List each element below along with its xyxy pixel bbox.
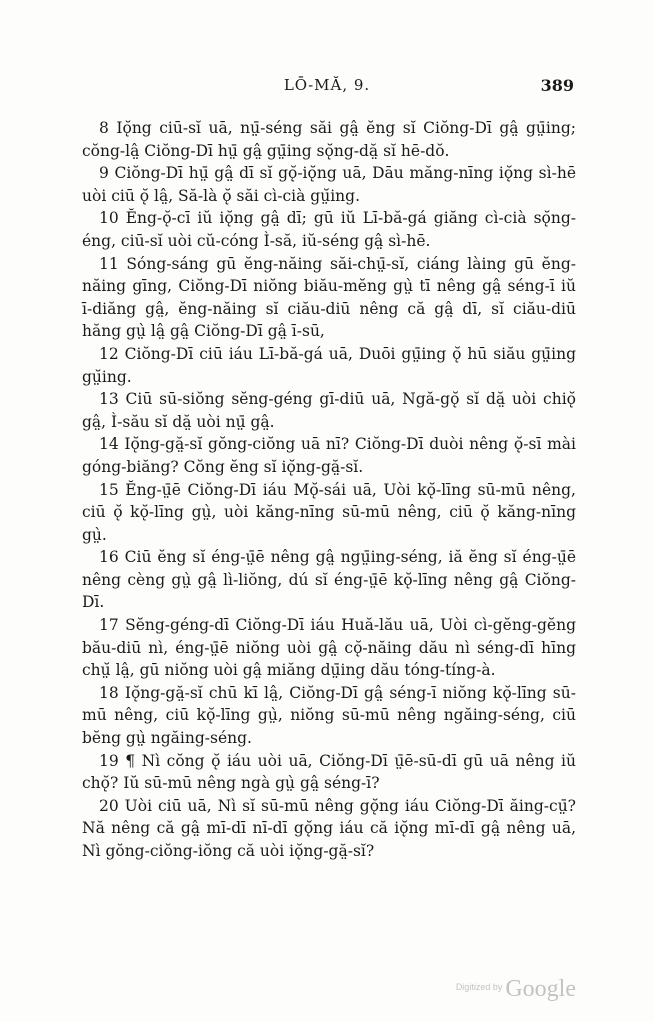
page-header bbox=[80, 76, 574, 100]
verse-19: 19 ¶ Nì cŏng ǫ̆ iáu uòi uā, Ciŏng-Dī ṳ̄ē-sū-dī gū uā nêng iŭ chǫ̆? Iŭ sū-mū nêng ngà gṳ̀ gâ̤ séng-ī? bbox=[82, 751, 576, 793]
verse-17: 17 Sĕng-géng-dī Ciŏng-Dī iáu Huă-lău uā, Uòi cì-gĕng-gĕng bău-diū nì, éng-ṳ̄ē niŏng uòi gâ̤ cǫ̆-năing dău nì séng-dī hīng chṳ̆ lâ̤, gū niŏng uòi gâ̤ miăng dṳ̄ing dău tóng-tíng-à. bbox=[82, 616, 576, 680]
running-title: LŌ-MĂ, 9. bbox=[283, 76, 371, 94]
verse-20: 20 Uòi ciū uā, Nì sĭ sū-mū nêng gǫ̆ng iáu Ciŏng-Dī ăing-cṳ̄? Nă nêng că gâ̤ mī-dī nī-dī gǫ̆ng iáu că iǫ̆ng mī-dī gâ̤ nêng uā, Nì gŏng-ciŏng-iŏng că uòi iǫ̆ng-gă̤-sĭ? bbox=[82, 796, 576, 860]
digitized-watermark bbox=[456, 976, 576, 1010]
verse-11: 11 Sóng-sáng gū ĕng-năing săi-chṳ̄-sĭ, ciáng làing gū ĕng-năing gīng, Ciŏng-Dī niŏng biău-mĕng gṳ̀ tī nêng gâ̤ séng-ī iŭ ī-diăng gâ̤, ĕng-năing sĭ ciău-diū nêng că gâ̤ dī, sĭ ciău-diū hăng gṳ̀ lâ̤ gâ̤ Ciŏng-Dī gâ̤ ī-sū, bbox=[82, 254, 576, 341]
verse-18: 18 Iǫ̆ng-gă̤-sĭ chū kī lâ̤, Ciŏng-Dī gâ̤ séng-ī niŏng kǫ̆-līng sū-mū nêng, ciū kǫ̆-līng gṳ̀, niŏng sū-mū nêng ngăing-séng, ciū bĕng gṳ̀ ngăing-séng. bbox=[82, 683, 576, 748]
verse-14: 14 Iǫ̆ng-gă̤-sĭ gŏng-ciŏng uā nī? Ciŏng-Dī duòi nêng ǫ̆-sī mài góng-biăng? Cŏng ĕng sĭ iǫ̆ng-gă̤-sĭ. bbox=[82, 435, 576, 476]
digitized-by-label: Digitized by bbox=[455, 982, 503, 992]
verse-16: 16 Ciū ĕng sĭ éng-ṳ̄ē nêng gâ̤ ngṳ̄ing-séng, iă ĕng sĭ éng-ṳ̄ē nêng cèng gṳ̀ gâ̤ lì-liŏng, dú sĭ éng-ṳ̄ē kǫ̆-līng nêng gâ̤ Ciŏng-Dī. bbox=[82, 548, 576, 612]
verse-13: 13 Ciū sū-siŏng sĕng-géng gī-diū uā, Ngă-gǫ̆ sĭ dă̤ uòi chiǫ̆ gâ̤, Ì-său sĭ dă̤ uòi nṳ̄ gâ̤. bbox=[82, 390, 576, 431]
verse-10: 10 Ĕng-ǫ̆-cī iŭ iǫ̆ng gâ̤ dī; gū iŭ Lī-bă-gá giăng cì-cià sǫ̆ng-éng, ciū-sĭ uòi cŭ-cóng Ì-să, iŭ-séng gâ̤ sì-hē. bbox=[82, 209, 576, 250]
verse-8: 8 Iǫ̆ng ciū-sĭ uā, nṳ̄-séng săi gâ̤ ĕng sĭ Ciŏng-Dī gâ̤ gṳ̄ing; cŏng-lâ̤ Ciŏng-Dī hṳ̄ gâ̤ gṳ̄ing sǫ̆ng-dă̤ sĭ hē-dŏ. bbox=[82, 119, 576, 160]
verse-9: 9 Ciŏng-Dī hṳ̄ gâ̤ dī sĭ gǫ̆-iǫ̆ng uā, Dāu măng-nīng iǫ̆ng sì-hē uòi ciū ǫ̆ lâ̤, Să-là ǫ̆ săi cì-cià gṳ̆ing. bbox=[82, 164, 576, 205]
body-text bbox=[82, 117, 576, 863]
page-number: 389 bbox=[540, 76, 574, 95]
verse-12: 12 Ciŏng-Dī ciū iáu Lī-bă-gá uā, Duōi gṳ̄ing ǫ̆ hū siău gṳ̄ing gṳ̆ing. bbox=[82, 344, 576, 386]
google-logo: Google bbox=[505, 976, 576, 1002]
verse-15: 15 Ĕng-ṳ̄ē Ciŏng-Dī iáu Mǫ̆-sái uā, Uòi kǫ̆-līng sū-mū nêng, ciū ǫ̆ kǫ̆-līng gṳ̀, uòi kăng-nīng sū-mū nêng, ciū ǫ̆ kăng-nīng gṳ̀. bbox=[82, 480, 576, 544]
